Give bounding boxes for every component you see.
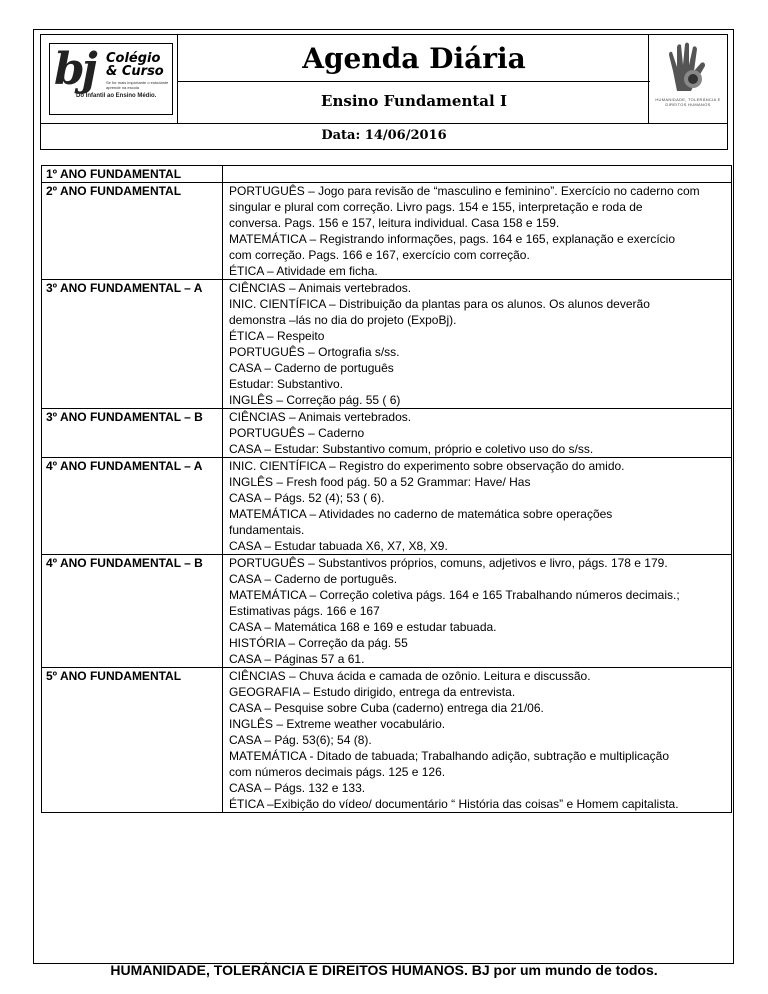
activity-line: CASA – Matemática 168 e 169 e estudar tabuada. bbox=[229, 620, 497, 634]
activity-line: CASA – Págs. 52 (4); 53 ( 6). bbox=[229, 491, 385, 505]
grade-cell: 4º ANO FUNDAMENTAL – B bbox=[42, 555, 223, 668]
footer-motto: HUMANIDADE, TOLERÂNCIA E DIREITOS HUMANOS. BJ por um mundo de todos. bbox=[110, 962, 658, 978]
title-divider bbox=[178, 81, 650, 82]
page-subtitle: Ensino Fundamental I bbox=[321, 92, 507, 110]
grade-cell: 3º ANO FUNDAMENTAL – B bbox=[42, 409, 223, 458]
activities-cell bbox=[223, 166, 732, 183]
activity-line: CASA – Estudar tabuada X6, X7, X8, X9. bbox=[229, 539, 448, 553]
activity-line: CASA – Pesquise sobre Cuba (caderno) entrega dia 21/06. bbox=[229, 701, 544, 715]
table-row bbox=[42, 555, 732, 668]
activity-line: fundamentais. bbox=[229, 523, 305, 537]
grade-cell: 3º ANO FUNDAMENTAL – A bbox=[42, 280, 223, 409]
grade-cell: 5º ANO FUNDAMENTAL bbox=[42, 668, 223, 813]
activities-cell bbox=[223, 183, 732, 280]
logo-line1: Colégio bbox=[106, 51, 161, 66]
activity-line: com correção. Pags. 166 e 167, exercício com correção. bbox=[229, 248, 530, 262]
activity-line: conversa. Pags. 156 e 157, leitura individual. Casa 158 e 159. bbox=[229, 216, 560, 230]
table-row bbox=[42, 280, 732, 409]
activity-line: PORTUGUÊS – Caderno bbox=[229, 426, 365, 440]
activity-line: com números decimais págs. 125 e 126. bbox=[229, 765, 446, 779]
activity-line: PORTUGUÊS – Jogo para revisão de “masculino e feminino”. Exercício no caderno com bbox=[229, 184, 700, 198]
table-row bbox=[42, 668, 732, 813]
activity-line: ÉTICA –Exibição do vídeo/ documentário “ História das coisas” e Homem capitalista. bbox=[229, 797, 679, 811]
activity-line: INGLÊS – Fresh food pág. 50 a 52 Grammar: Have/ Has bbox=[229, 475, 531, 489]
activity-line: Estimativas págs. 166 e 167 bbox=[229, 604, 380, 618]
activities-cell bbox=[223, 280, 732, 409]
activity-line: GEOGRAFIA – Estudo dirigido, entrega da entrevista. bbox=[229, 685, 516, 699]
activity-line: CASA – Páginas 57 a 61. bbox=[229, 652, 365, 666]
activity-line: Estudar: Substantivo. bbox=[229, 377, 344, 391]
activity-line: singular e plural com correção. Livro pags. 154 e 155, interpretação e roda de bbox=[229, 200, 643, 214]
header bbox=[40, 34, 728, 124]
school-logo-cell bbox=[41, 35, 178, 123]
activity-line: MATEMÁTICA - Ditado de tabuada; Trabalhando adição, subtração e multiplicação bbox=[229, 749, 670, 763]
activity-line: ÉTICA – Respeito bbox=[229, 329, 325, 343]
human-rights-logo-cell bbox=[648, 35, 727, 123]
logo-subtitle: Do Infantil ao Ensino Médio. bbox=[76, 93, 157, 99]
grade-cell: 1º ANO FUNDAMENTAL bbox=[42, 166, 223, 183]
activity-line: INGLÊS – Extreme weather vocabulário. bbox=[229, 717, 446, 731]
activity-line: INIC. CIENTÍFICA – Registro do experimento sobre observação do amido. bbox=[229, 459, 625, 473]
activity-line: HISTÓRIA – Correção da pág. 55 bbox=[229, 636, 408, 650]
school-logo bbox=[49, 43, 173, 115]
activities-cell bbox=[223, 409, 732, 458]
schedule-table bbox=[41, 165, 732, 813]
activity-line: MATEMÁTICA – Atividades no caderno de matemática sobre operações bbox=[229, 507, 613, 521]
table-row bbox=[42, 409, 732, 458]
activities-cell bbox=[223, 458, 732, 555]
human-rights-caption: HUMANIDADE, TOLERÂNCIA E DIREITOS HUMANOS bbox=[655, 97, 721, 107]
table-row bbox=[42, 166, 732, 183]
activity-line: CIÊNCIAS – Animais vertebrados. bbox=[229, 410, 412, 424]
activity-line: CASA – Págs. 132 e 133. bbox=[229, 781, 366, 795]
activity-line: demonstra –lás no dia do projeto (ExpoBj). bbox=[229, 313, 457, 327]
activity-line: CASA – Caderno de português. bbox=[229, 572, 398, 586]
logo-line2: & Curso bbox=[106, 64, 164, 79]
activities-cell bbox=[223, 668, 732, 813]
activity-line: CASA – Caderno de português bbox=[229, 361, 394, 375]
activity-line: PORTUGUÊS – Ortografia s/ss. bbox=[229, 345, 400, 359]
page-title: Agenda Diária bbox=[302, 42, 526, 75]
activity-line: MATEMÁTICA – Registrando informações, pags. 164 e 165, explanação e exercício bbox=[229, 232, 676, 246]
schedule-body bbox=[42, 166, 732, 813]
activity-line: INIC. CIENTÍFICA – Distribuição da plantas para os alunos. Os alunos deverão bbox=[229, 297, 650, 311]
logo-tagline: Se for mais importante o estudante aprende na escola bbox=[106, 80, 169, 90]
table-row bbox=[42, 183, 732, 280]
logo-mark: bj bbox=[54, 44, 95, 95]
activity-line: CASA – Pág. 53(6); 54 (8). bbox=[229, 733, 372, 747]
activity-line: PORTUGUÊS – Substantivos próprios, comuns, adjetivos e livro, págs. 178 e 179. bbox=[229, 556, 668, 570]
date-label: Data: 14/06/2016 bbox=[40, 124, 728, 150]
activity-line: ÉTICA – Atividade em ficha. bbox=[229, 264, 378, 278]
activity-line: CIÊNCIAS – Animais vertebrados. bbox=[229, 281, 412, 295]
table-row bbox=[42, 458, 732, 555]
grade-cell: 2º ANO FUNDAMENTAL bbox=[42, 183, 223, 280]
hands-icon bbox=[663, 41, 713, 95]
title-area bbox=[178, 35, 650, 123]
grade-cell: 4º ANO FUNDAMENTAL – A bbox=[42, 458, 223, 555]
activity-line: CASA – Estudar: Substantivo comum, próprio e coletivo uso do s/ss. bbox=[229, 442, 594, 456]
activities-cell bbox=[223, 555, 732, 668]
activity-line: INGLÊS – Correção pág. 55 ( 6) bbox=[229, 393, 401, 407]
activity-line: MATEMÁTICA – Correção coletiva págs. 164 e 165 Trabalhando números decimais.; bbox=[229, 588, 680, 602]
activity-line: CIÊNCIAS – Chuva ácida e camada de ozônio. Leitura e discussão. bbox=[229, 669, 591, 683]
